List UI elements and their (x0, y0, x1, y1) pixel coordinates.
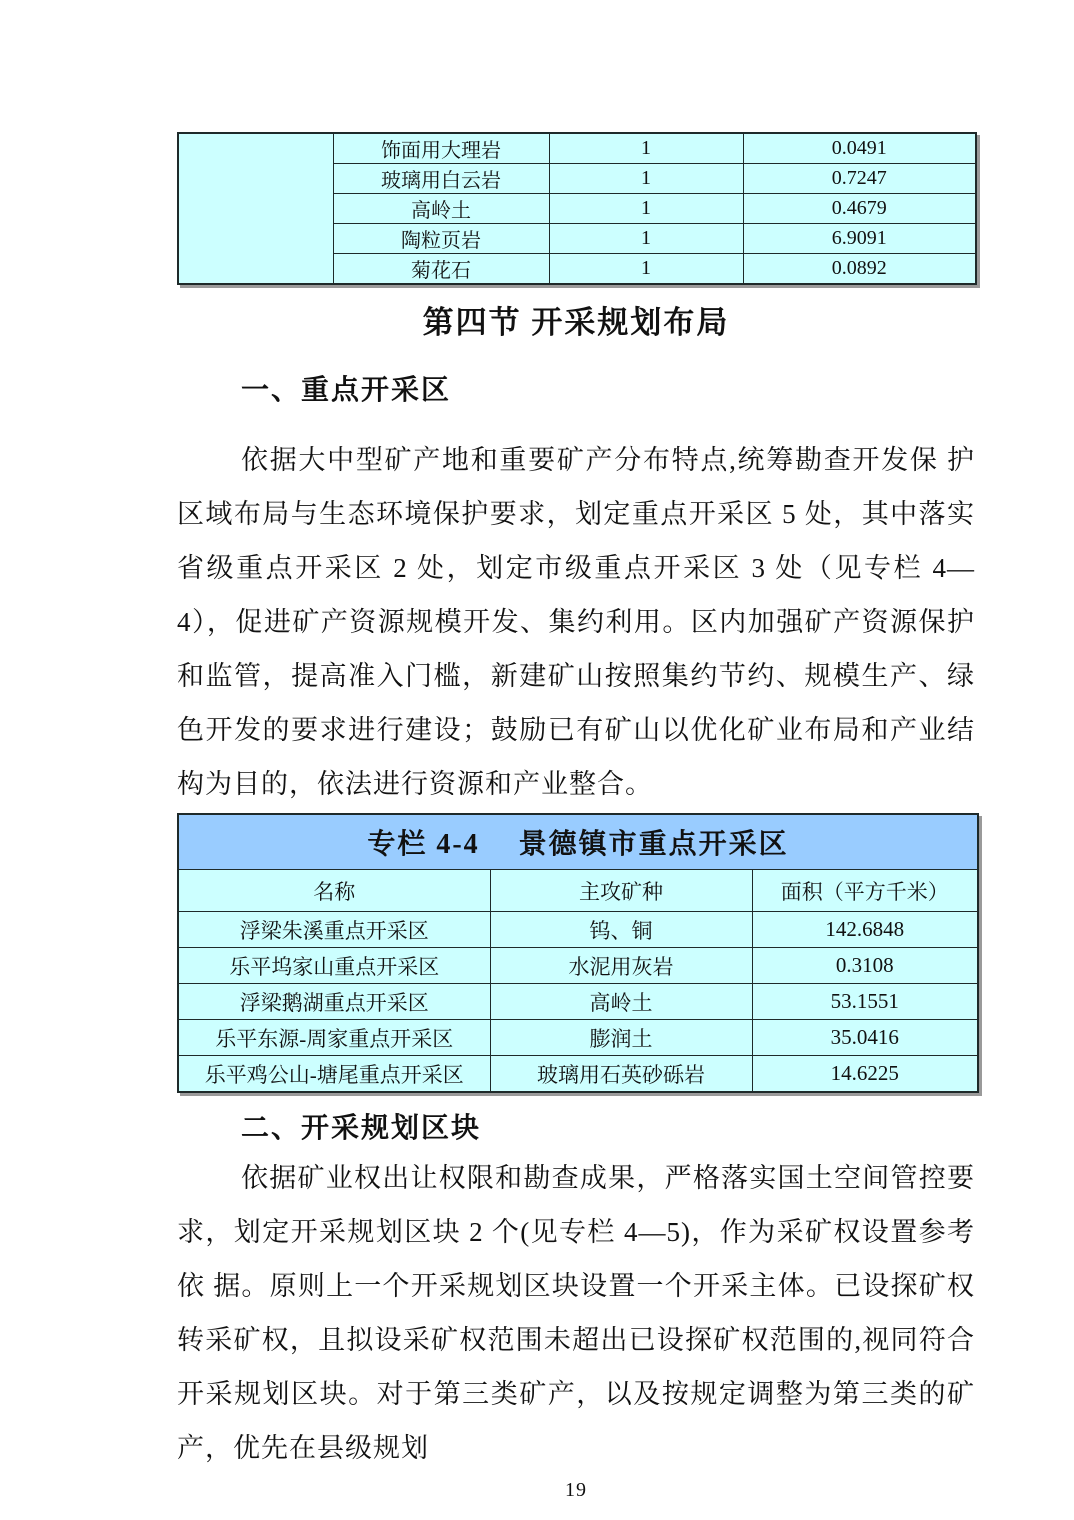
count-cell: 1 (549, 164, 743, 194)
area-name-cell: 浮梁朱溪重点开采区 (178, 912, 490, 948)
count-cell: 1 (549, 254, 743, 285)
table-title: 专栏 4-4 景德镇市重点开采区 (178, 814, 978, 870)
table-row (178, 133, 976, 164)
value-cell: 0.0491 (743, 133, 976, 164)
table-row (178, 912, 978, 948)
table-row (178, 948, 978, 984)
mineral-cell: 膨润土 (490, 1020, 752, 1056)
count-cell: 1 (549, 194, 743, 224)
column-header-name: 名称 (178, 870, 490, 912)
area-name-cell: 乐平东源-周家重点开采区 (178, 1020, 490, 1056)
mineral-cell: 玻璃用石英砂砾岩 (490, 1056, 752, 1093)
subsection-heading-2: 二、开采规划区块 (241, 1113, 482, 1144)
table-header-row (178, 870, 978, 912)
column-header-mineral: 主攻矿种 (490, 870, 752, 912)
content-column (177, 132, 975, 1502)
mineral-cell: 高岭土 (490, 984, 752, 1020)
value-cell: 0.0892 (743, 254, 976, 285)
mineral-cell: 钨、铜 (490, 912, 752, 948)
section-heading: 第四节 开采规划布局 (422, 305, 730, 340)
area-name-cell: 乐平坞家山重点开采区 (178, 948, 490, 984)
area-name-cell: 浮梁鹅湖重点开采区 (178, 984, 490, 1020)
count-cell: 1 (549, 224, 743, 254)
merged-empty-cell (178, 133, 333, 284)
table-row (178, 1020, 978, 1056)
table-title-row (178, 814, 978, 870)
area-name-cell: 乐平鸡公山-塘尾重点开采区 (178, 1056, 490, 1093)
mineral-continuation-table (177, 132, 977, 285)
area-value-cell: 53.1551 (752, 984, 978, 1020)
area-value-cell: 35.0416 (752, 1020, 978, 1056)
mineral-name-cell: 菊花石 (333, 254, 549, 285)
subsection-heading-1: 一、重点开采区 (241, 375, 452, 406)
paragraph-1: 依据大中型矿产地和重要矿产分布特点,统筹勘查开发保 护区域布局与生态环境保护要求，划定重点开采区 5 处，其中落实省级重点开采区 2 处，划定市级重点开采区 3 处（见专栏 4—4），促进矿产资源规模开发、集约利用。区内加强矿产资源保护和监管，提高准入门槛，新建矿山按照集约节约、规模生产、绿色开发的要求进行建设；鼓励已有矿山以优化矿业布局和产业结构为目的，依法进行资源和产业整合。 (177, 445, 975, 799)
mineral-name-cell: 饰面用大理岩 (333, 133, 549, 164)
mineral-name-cell: 高岭土 (333, 194, 549, 224)
table-row (178, 984, 978, 1020)
value-cell: 0.7247 (743, 164, 976, 194)
count-cell: 1 (549, 133, 743, 164)
paragraph-2: 依据矿业权出让权限和勘查成果，严格落实国土空间管控要求，划定开采规划区块 2 个(见专栏 4—5)，作为采矿权设置参考依 据。原则上一个开采规划区块设置一个开采主体。已设探矿权 转采矿权，且拟设采矿权范围未超出已设探矿权范围的,视同符合开采规划区块。对于第三类矿产，以及按规定调整为第三类的矿产，优先在县级规划 (177, 1163, 975, 1463)
value-cell: 6.9091 (743, 224, 976, 254)
key-mining-areas-table (177, 813, 979, 1093)
value-cell: 0.4679 (743, 194, 976, 224)
table-row (178, 1056, 978, 1093)
mineral-name-cell: 陶粒页岩 (333, 224, 549, 254)
mineral-cell: 水泥用灰岩 (490, 948, 752, 984)
area-value-cell: 0.3108 (752, 948, 978, 984)
mineral-name-cell: 玻璃用白云岩 (333, 164, 549, 194)
column-header-area: 面积（平方千米） (752, 870, 978, 912)
page-number: 19 (565, 1479, 587, 1501)
area-value-cell: 14.6225 (752, 1056, 978, 1093)
area-value-cell: 142.6848 (752, 912, 978, 948)
